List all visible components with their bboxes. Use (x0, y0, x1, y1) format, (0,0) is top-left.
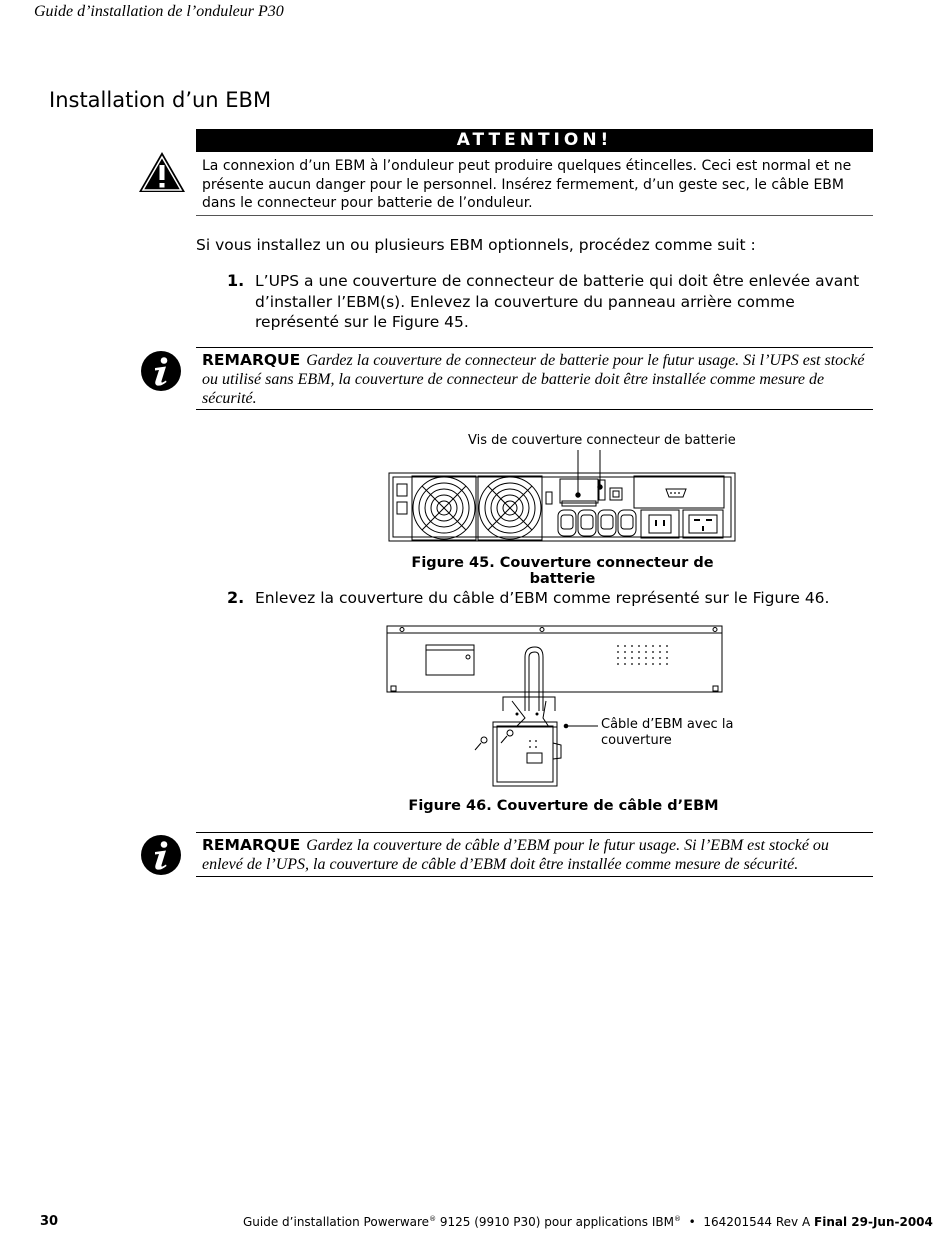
note-2-top-rule (196, 832, 873, 833)
intro-paragraph: Si vous installez un ou plusieurs EBM optionnels, procédez comme suit : (196, 236, 756, 254)
note-1-text: Gardez la couverture de connecteur de batterie pour le futur usage. Si l’UPS est stocké ou utilisé sans EBM, la couverture de connecteur de batterie doit être installée comme mesure de sécurité. (202, 352, 865, 407)
figure-45-ups-rear-panel (385, 448, 740, 546)
footer-status: Final 29-Jun-2004 (814, 1215, 933, 1229)
footer-reg-mark: ® (429, 1215, 437, 1223)
step-1-text: L’UPS a une couverture de connecteur de batterie qui doit être enlevée avant d’installer l’EBM(s). Enlevez la couverture du panneau arrière comme représenté sur le Figure 45. (255, 272, 860, 331)
footer-separator: • (688, 1215, 696, 1229)
info-icon (140, 834, 182, 876)
step-2-number: 2. (227, 588, 245, 607)
footer-doc-number: 164201544 Rev A (703, 1215, 811, 1229)
figure-46-caption: Figure 46. Couverture de câble d’EBM (408, 798, 719, 814)
footer-text (243, 1215, 933, 1229)
note-2-label: REMARQUE (202, 836, 301, 854)
note-2 (202, 836, 870, 874)
figure-45-callout: Vis de couverture connecteur de batterie (468, 433, 736, 448)
note-1 (202, 351, 870, 408)
step-2-text: Enlevez la couverture du câble d’EBM comme représenté sur le Figure 46. (255, 589, 830, 607)
note-1-bottom-rule (196, 409, 873, 410)
footer-guide-prefix: Guide d’installation Powerware (243, 1215, 430, 1229)
figure-46-ebm-cable-cover (385, 623, 725, 791)
footer-reg-mark: ® (673, 1215, 681, 1223)
running-head: Guide d’installation de l’onduleur P30 (34, 3, 284, 20)
figure-45-caption: Figure 45. Couverture connecteur de batterie (411, 555, 714, 587)
note-1-label: REMARQUE (202, 351, 301, 369)
section-title: Installation d’un EBM (49, 88, 272, 112)
note-2-bottom-rule (196, 876, 873, 877)
attention-text: La connexion d’un EBM à l’onduleur peut produire quelques étincelles. Ceci est normal et ne présente aucun danger pour le personnel. Insérez fermement, d’un geste sec, le câble EBM dans le connecteur pour batterie de l’onduleur. (202, 158, 852, 211)
note-2-text: Gardez la couverture de câble d’EBM pour le futur usage. Si l’EBM est stocké ou enlevé de l’UPS, la couverture de câble d’EBM doit être installée comme mesure de sécurité. (202, 837, 829, 873)
step-1-number: 1. (227, 271, 245, 290)
figure-46-callout-line-2: couverture (601, 732, 672, 748)
attention-banner: ATTENTION! (196, 129, 873, 152)
footer-product: 9125 (9910 P30) pour applications IBM (439, 1215, 674, 1229)
warning-triangle-icon (137, 150, 187, 194)
info-icon (140, 350, 182, 392)
page-number: 30 (40, 1214, 59, 1229)
figure-46-callout-line-1: Câble d’EBM avec la (601, 717, 734, 732)
note-1-top-rule (196, 347, 873, 348)
attention-bottom-rule (196, 215, 873, 216)
figure-46-callout (601, 717, 733, 748)
